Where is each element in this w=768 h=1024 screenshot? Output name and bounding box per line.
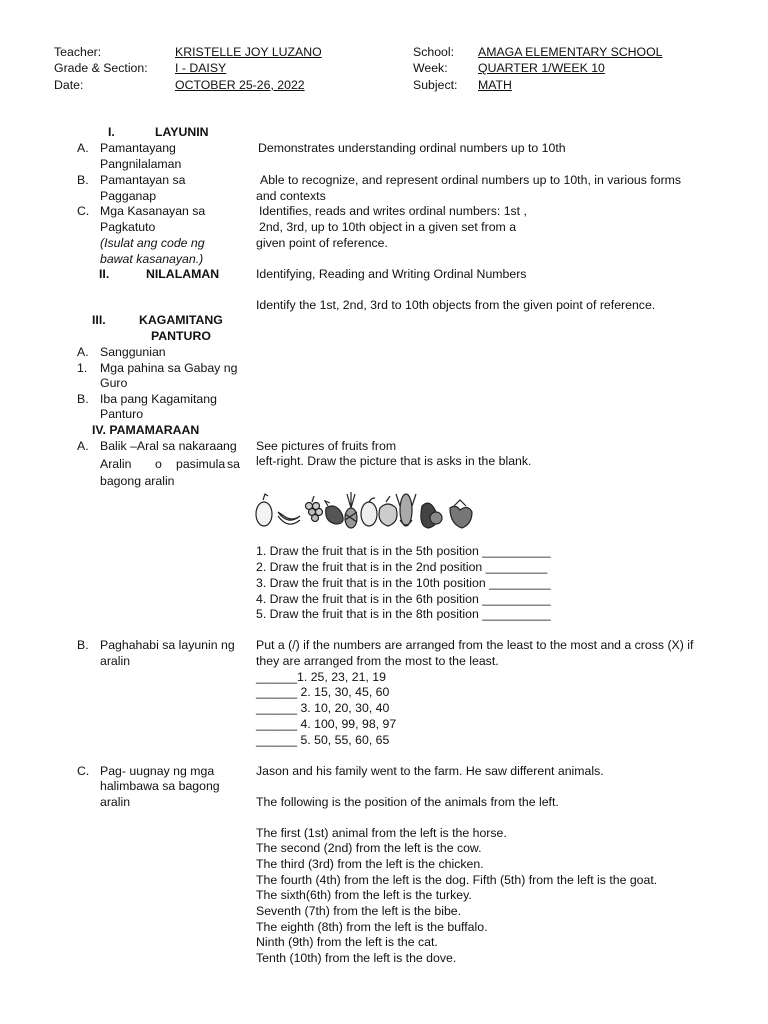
s4-a-label-2d: sa [227,457,240,471]
subject-label: Subject: [413,78,458,92]
s4-c-item-2: The second (2nd) from the left is the cow. [256,841,482,855]
s4-c-item-6: Seventh (7th) from the left is the bibe. [256,904,462,918]
s1-a-label-1: Pamantayang [100,141,176,155]
s4-b-item-5: ______ 5. 50, 55, 60, 65 [256,733,390,747]
corn-icon [396,494,416,526]
s4-c-label-2: halimbawa sa bagong [100,779,220,793]
mango-icon [361,498,377,526]
section-3-number: III. [92,313,106,327]
s4-c-content-2: The following is the position of the animals from the left. [256,795,559,809]
s1-b-content-1: Able to recognize, and represent ordinal numbers up to 10th, in various forms [260,173,682,187]
pineapple-icon [345,492,357,528]
school-value: AMAGA ELEMENTARY SCHOOL [478,45,663,59]
s1-b-content-2: and contexts [256,189,326,203]
s1-c-label-2: Pagkatuto [100,220,156,234]
eggplant-icon [325,501,343,524]
s4-b-label-2: aralin [100,654,131,668]
s4-c-label-1: Pag- uugnay ng mga [100,764,215,778]
s3-1-number: 1. [77,361,88,375]
s1-c-content-2: 2nd, 3rd, up to 10th object in a given set from a [259,220,517,234]
s3-1-label-2: Guro [100,376,128,390]
s4-b-item-2: ______ 2. 15, 30, 45, 60 [256,685,390,699]
s4-a-label-2c: pasimula [176,457,226,471]
banana-icon [278,512,300,524]
s4-b-content-1: Put a (/) if the numbers are arranged from the least to the most and a cross (X) if [256,638,694,652]
s1-a-content: Demonstrates understanding ordinal numbers up to 10th [258,141,566,155]
s3-a-label: Sanggunian [100,345,166,359]
section-4-title: IV. PAMAMARAAN [92,423,200,437]
s4-c-item-4: The fourth (4th) from the left is the dog. Fifth (5th) from the left is the goat. [256,873,658,887]
s4-a-item-2: 2. Draw the fruit that is in the 2nd position _________ [256,560,548,574]
s3-b-letter: B. [77,392,89,406]
s3-b-label-1: Iba pang Kagamitang [100,392,217,406]
s1-c-label-4: bawat kasanayan.) [100,252,204,266]
strawberry-icon [450,500,472,528]
school-label: School: [413,45,455,59]
date-value: OCTOBER 25-26, 2022 [175,78,305,92]
s4-a-label-1: Balik –Aral sa nakaraang [100,439,237,453]
week-label: Week: [413,61,448,75]
date-label: Date: [54,78,84,92]
orange-icon [379,496,397,526]
section-3-title-2: PANTURO [151,329,211,343]
s1-b-label-1: Pamantayan sa [100,173,186,187]
s4-a-item-1: 1. Draw the fruit that is in the 5th position __________ [256,544,551,558]
teacher-label: Teacher: [54,45,102,59]
s4-a-label-2a: Aralin [100,457,132,471]
s3-1-label-1: Mga pahina sa Gabay ng [100,361,238,375]
s1-c-label-3: (Isulat ang code ng [100,236,205,250]
s4-c-content-1: Jason and his family went to the farm. He saw different animals. [256,764,604,778]
s1-c-content-3: given point of reference. [256,236,388,250]
s2-content-1: Identifying, Reading and Writing Ordinal Numbers [256,267,527,281]
s4-a-content-2: left-right. Draw the picture that is asks in the blank. [256,454,532,468]
s4-a-label-2b: o [155,457,162,471]
s4-a-item-3: 3. Draw the fruit that is in the 10th position _________ [256,576,551,590]
s4-b-label-1: Paghahabi sa layunin ng [100,638,235,652]
s1-c-letter: C. [77,204,90,218]
section-1-number: I. [108,125,115,139]
s4-c-item-5: The sixth(6th) from the left is the turkey. [256,888,472,902]
s4-c-item-7: The eighth (8th) from the left is the buffalo. [256,920,488,934]
s2-content-2: Identify the 1st, 2nd, 3rd to 10th objects from the given point of reference. [256,298,656,312]
s1-c-label-1: Mga Kasanayan sa [100,204,206,218]
section-1-title: LAYUNIN [155,125,209,139]
s1-b-label-2: Pagganap [100,189,157,203]
grade-value: I - DAISY [175,61,227,75]
s1-b-letter: B. [77,173,89,187]
s4-b-item-1: ______1. 25, 23, 21, 19 [256,670,386,684]
section-3-title-1: KAGAMITANG [139,313,223,327]
s4-c-item-8: Ninth (9th) from the left is the cat. [256,935,438,949]
s4-b-item-4: ______ 4. 100, 99, 98, 97 [256,717,397,731]
avocado-icon [421,503,442,528]
s4-c-item-1: The first (1st) animal from the left is the horse. [256,826,507,840]
week-value: QUARTER 1/WEEK 10 [478,61,605,75]
grade-label: Grade & Section: [54,61,148,75]
s4-b-item-3: ______ 3. 10, 20, 30, 40 [256,701,390,715]
s4-c-item-3: The third (3rd) from the left is the chicken. [256,857,484,871]
s1-c-content-1: Identifies, reads and writes ordinal numbers: 1st , [259,204,527,218]
grape-icon [306,496,323,522]
lemon-icon [256,494,272,526]
teacher-value: KRISTELLE JOY LUZANO [175,45,322,59]
s4-a-item-5: 5. Draw the fruit that is in the 8th position __________ [256,607,551,621]
section-2-title: NILALAMAN [146,267,220,281]
s4-a-item-4: 4. Draw the fruit that is in the 6th position __________ [256,592,551,606]
s4-a-label-3: bagong aralin [100,474,175,488]
s4-b-letter: B. [77,638,89,652]
s4-c-item-9: Tenth (10th) from the left is the dove. [256,951,457,965]
s3-a-letter: A. [77,345,89,359]
s1-a-label-2: Pangnilalaman [100,157,182,171]
fruit-pictures-row [254,486,474,530]
section-2-number: II. [99,267,110,281]
s4-c-label-3: aralin [100,795,131,809]
s4-c-letter: C. [77,764,90,778]
subject-value: MATH [478,78,512,92]
s4-b-content-2: they are arranged from the most to the least. [256,654,499,668]
s4-a-content-1: See pictures of fruits from [256,439,397,453]
s3-b-label-2: Panturo [100,407,144,421]
s1-a-letter: A. [77,141,89,155]
s4-a-letter: A. [77,439,89,453]
